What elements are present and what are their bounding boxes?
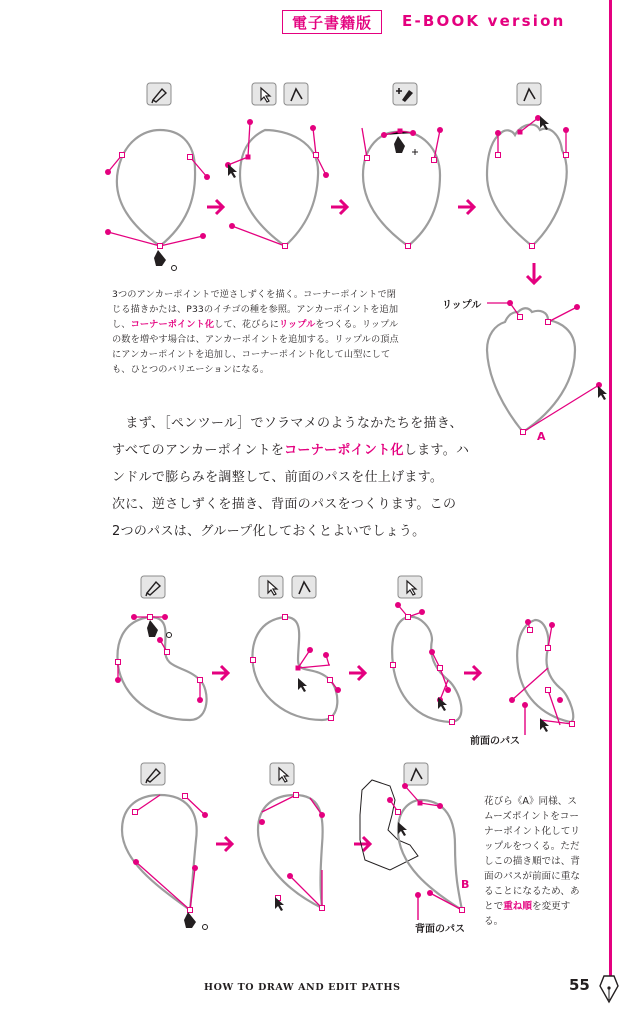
petal-a-shape bbox=[487, 300, 607, 435]
body-text: まず、［ペンツール］でソラマメのようなかたちを描き、 すべてのアンカーポイントをコーナーポイント化します。ハ ンドルで膨らみを調整して、前面のパスを仕上げます。 次に、逆さしずくを描き、背面のパスをつくります。この 2つのパスは、グループ化しておくとよいでしょう。 bbox=[112, 416, 470, 539]
down-arrow bbox=[527, 263, 541, 283]
drop-shape-step2 bbox=[225, 119, 329, 249]
label-front-path: 前面のパス bbox=[470, 736, 520, 747]
body-line-1: まず、［ペンツール］でソラマメのようなかたちを描き、 bbox=[125, 416, 463, 431]
anchor-convert-icon bbox=[404, 763, 428, 785]
back-drop-step3 bbox=[360, 780, 465, 920]
anchor-convert-icon bbox=[517, 83, 541, 105]
pen-tool-icon bbox=[141, 763, 165, 785]
drop-shape-step4 bbox=[487, 115, 569, 249]
back-drop-step1 bbox=[122, 794, 208, 930]
label-b: B bbox=[461, 878, 470, 891]
bean-shape-step1 bbox=[115, 614, 207, 720]
caption-bottom: 花びら《A》同様、スムーズポイントをコーナーポイント化してリップルをつくる。ただしこの描き順では、背面のパスが前面に重なることになるため、あとで重ね順を変更する。 bbox=[484, 796, 580, 927]
label-back-path: 背面のパス bbox=[415, 924, 465, 935]
pen-tool-icon bbox=[147, 83, 171, 105]
pen-tool-icon bbox=[141, 576, 165, 598]
ebook-badge: 電子書籍版 bbox=[282, 10, 382, 34]
bean-shape-step2 bbox=[251, 615, 342, 721]
direct-selection-icon bbox=[270, 763, 294, 785]
page-number: 55 bbox=[569, 976, 590, 994]
footer-title: HOW TO DRAW AND EDIT PATHS bbox=[204, 982, 401, 993]
anchor-convert-icon bbox=[284, 83, 308, 105]
direct-selection-icon bbox=[252, 83, 276, 105]
drop-shape-step1 bbox=[105, 130, 210, 271]
label-a: A bbox=[537, 430, 546, 443]
direct-selection-icon bbox=[259, 576, 283, 598]
direct-selection-icon bbox=[398, 576, 422, 598]
edition-label: E-BOOK version bbox=[402, 12, 566, 30]
back-drop-step2 bbox=[258, 793, 325, 912]
add-anchor-pen-icon bbox=[393, 83, 417, 105]
bean-shape-step3 bbox=[391, 602, 462, 725]
bean-shape-step4 bbox=[509, 619, 575, 735]
drop-shape-step3 bbox=[362, 127, 443, 249]
caption-top: 3つのアンカーポイントで逆さしずくを描く。コーナーポイントで閉じる描きかたは、P33のイチゴの種を参照。アンカーポイントを追加し、コーナーポイント化して、花びらにリップルをつくる。リップルの数を増やす場合は、アンカーポイントを追加する。リップルの頂点にアンカーポイントを追加し、コーナーポイント化して山型にしても、ひとつのバリエーションになる。 bbox=[112, 289, 399, 375]
pen-nib-icon bbox=[600, 976, 618, 1002]
anchor-convert-icon bbox=[292, 576, 316, 598]
label-ripple: リップル bbox=[442, 300, 482, 311]
